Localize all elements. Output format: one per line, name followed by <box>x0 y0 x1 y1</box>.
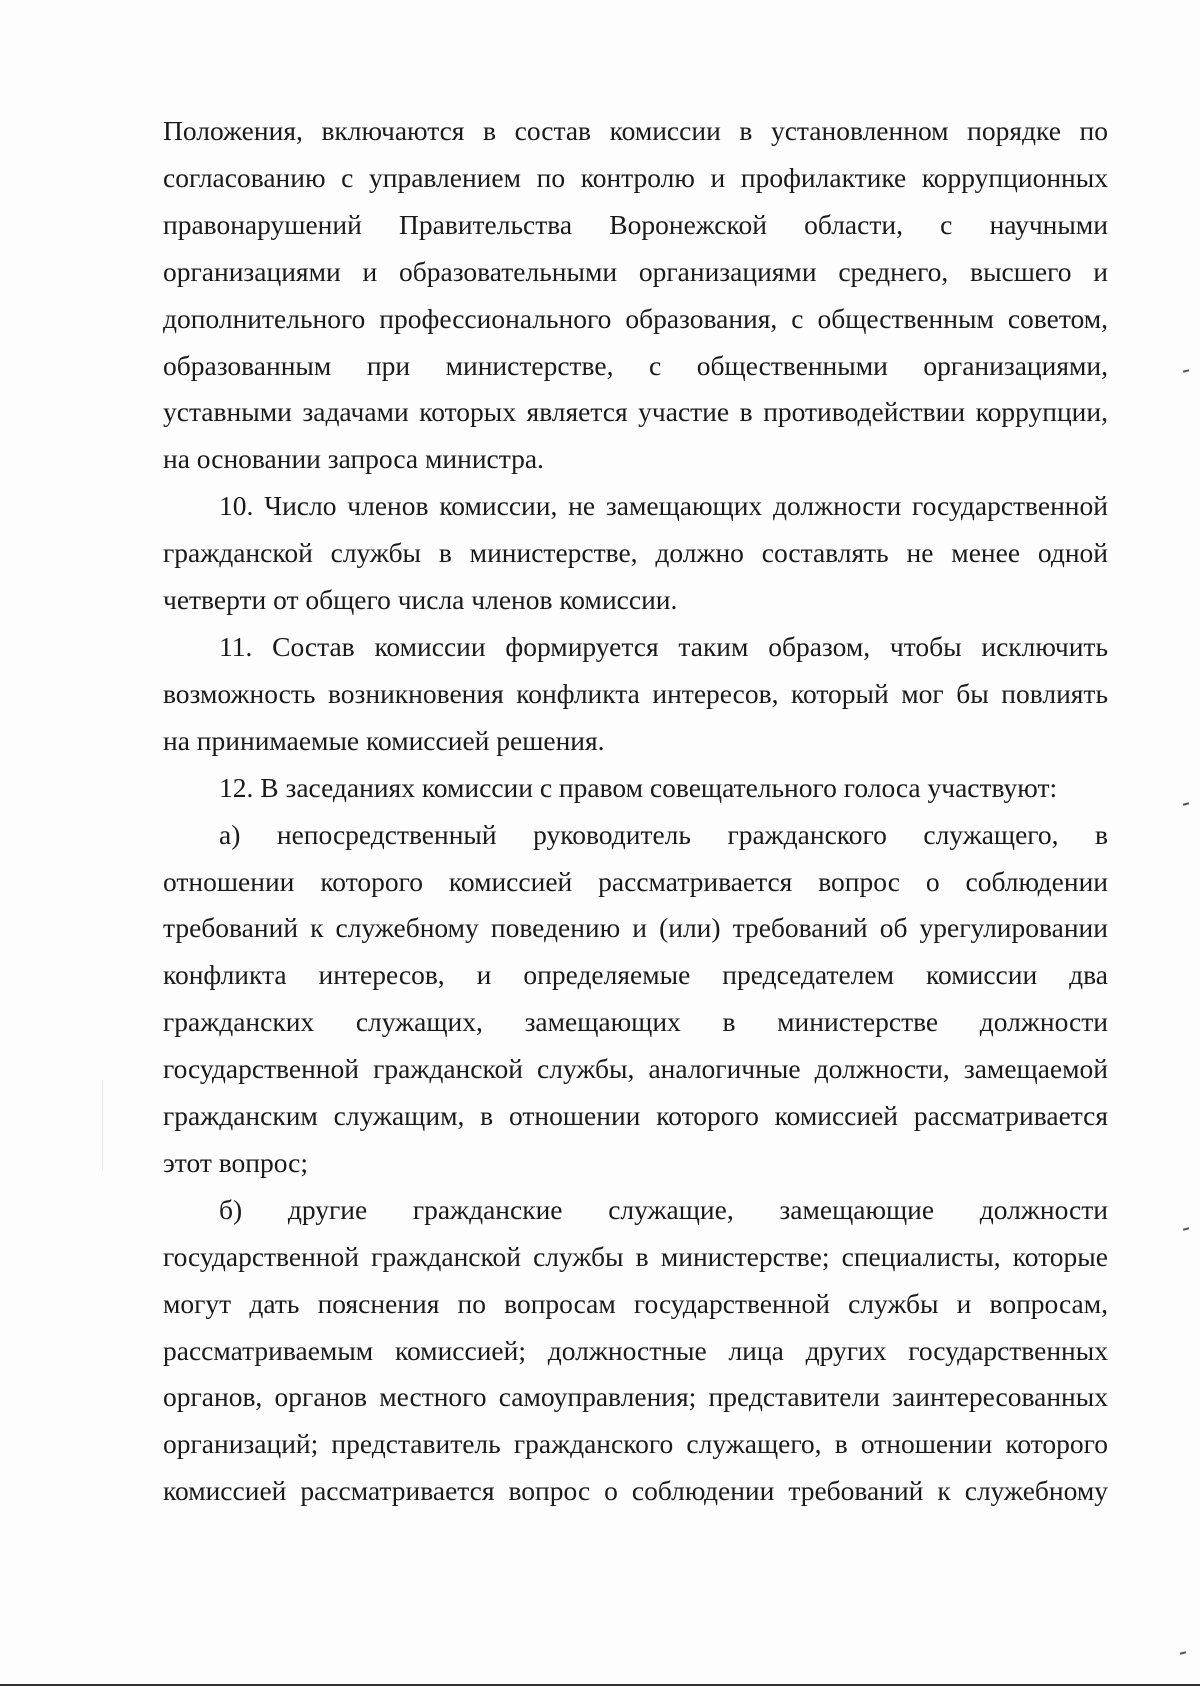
scan-artifact-line <box>102 1080 103 1170</box>
paragraph-12-item-a <box>163 812 1108 1187</box>
text-line: государственной гражданской службы, аналогичные должности, замещаемой <box>163 1053 1108 1085</box>
text-line: 10. Число членов комиссии, не замещающих должности государственной <box>219 490 1108 522</box>
text-line: Положения, включаются в состав комиссии в установленном порядке по <box>163 115 1108 146</box>
text-line: могут дать пояснения по вопросам государственной службы и вопросам, <box>163 1287 1108 1319</box>
text-line: конфликта интересов, и определяемые председателем комиссии два <box>163 959 1108 991</box>
paragraph-10 <box>163 483 1108 624</box>
text-line: гражданской службы в министерстве, должно составлять не менее одной <box>163 537 1108 569</box>
paragraph-12-item-b <box>163 1187 1108 1515</box>
text-line: государственной гражданской службы в министерстве; специалисты, которые <box>163 1240 1108 1272</box>
text-line: б) другие гражданские служащие, замещающие должности <box>219 1193 1108 1225</box>
text-line: органов, органов местного самоуправления; представители заинтересованных <box>163 1381 1108 1413</box>
text-line: четверти от общего числа членов комиссии. <box>163 584 678 616</box>
text-line: уставными задачами которых является участие в противодействии коррупции, <box>163 396 1108 428</box>
text-line: дополнительного профессионального образования, с общественным советом, <box>163 302 1108 334</box>
scan-speck <box>1183 1227 1189 1230</box>
text-line: комиссией рассматривается вопрос о соблюдении требований к служебному <box>163 1475 1108 1507</box>
scan-speck <box>1180 1651 1186 1654</box>
text-line: организациями и образовательными организациями среднего, высшего и <box>163 255 1108 287</box>
scan-speck <box>1183 369 1189 372</box>
document-body <box>163 108 1108 1515</box>
text-line: образованным при министерстве, с общественными организациями, <box>163 349 1108 381</box>
page-bottom-edge <box>0 1684 1200 1686</box>
text-line: 11. Состав комиссии формируется таким образом, чтобы исключить <box>219 630 1108 662</box>
text-line: правонарушений Правительства Воронежской области, с научными <box>163 208 1108 240</box>
text-line: организаций; представитель гражданского служащего, в отношении которого <box>163 1428 1108 1460</box>
paragraph-continuation <box>163 108 1108 483</box>
text-line: возможность возникновения конфликта интересов, который мог бы повлиять <box>163 677 1108 709</box>
paragraph-11 <box>163 624 1108 765</box>
text-line: рассматриваемым комиссией; должностные лица других государственных <box>163 1334 1108 1366</box>
paragraph-12 <box>163 765 1108 812</box>
text-line: а) непосредственный руководитель гражданского служащего, в <box>219 818 1108 850</box>
text-line: этот вопрос; <box>163 1146 309 1178</box>
text-line: согласованию с управлением по контролю и профилактике коррупционных <box>163 161 1108 193</box>
text-line: гражданским служащим, в отношении которого комиссией рассматривается <box>163 1100 1108 1132</box>
text-line: на принимаемые комиссией решения. <box>163 724 605 756</box>
scan-speck <box>1183 802 1189 805</box>
text-line: требований к служебному поведению и (или) требований об урегулировании <box>163 912 1108 944</box>
text-line: на основании запроса министра. <box>163 443 544 475</box>
text-line: отношении которого комиссией рассматривается вопрос о соблюдении <box>163 865 1108 897</box>
text-line: гражданских служащих, замещающих в министерстве должности <box>163 1006 1108 1038</box>
text-line: 12. В заседаниях комиссии с правом совещательного голоса участвуют: <box>219 771 1058 803</box>
